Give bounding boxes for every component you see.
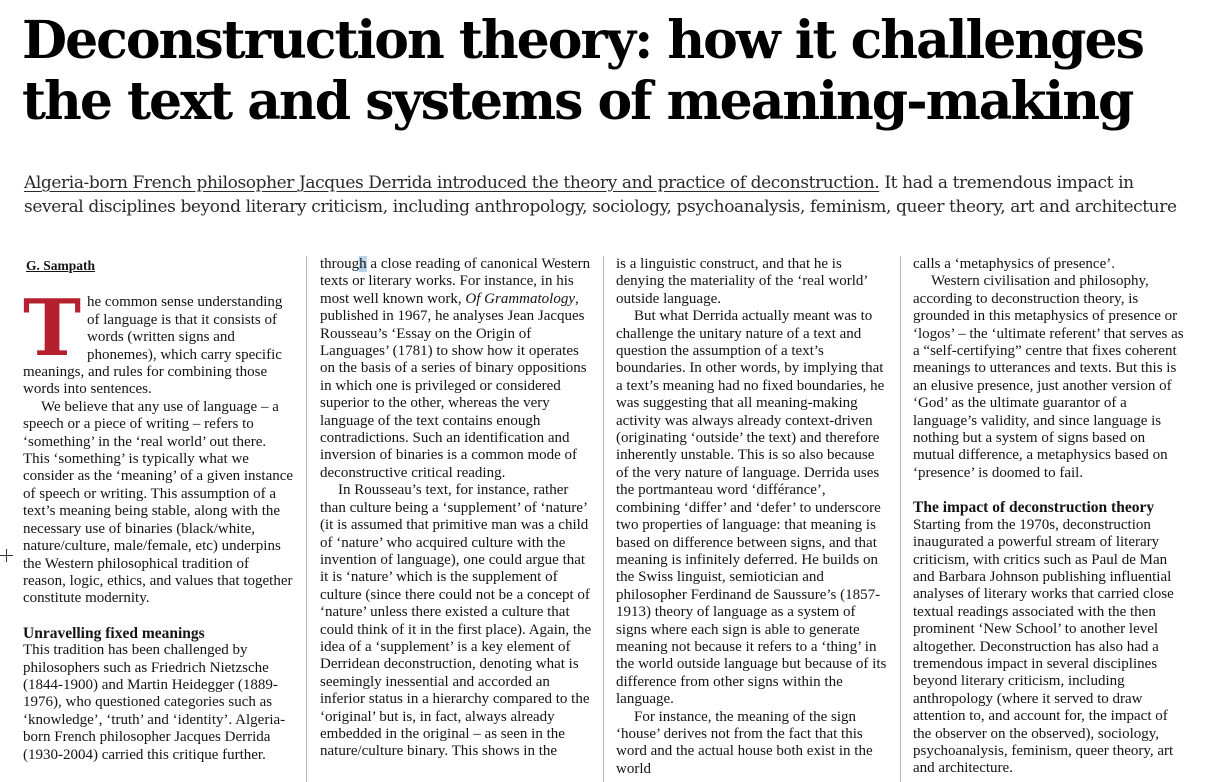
standfirst-link[interactable]: Algeria-born French philosopher Jacques Derrida introduced the theory and practice of deconstruction.	[24, 173, 880, 193]
drop-cap: T	[23, 283, 82, 375]
column-divider	[603, 256, 604, 782]
byline[interactable]: G. Sampath	[26, 258, 96, 273]
headline: Deconstruction theory: how it challenges the text and systems of meaning-making	[22, 10, 1143, 132]
subhead-impact: The impact of deconstruction theory	[913, 499, 1155, 517]
paragraph: Starting from the 1970s, deconstruction inaugurated a powerful stream of literary criticism, with critics such as Paul de Man and Barbara Johnson publishing influential analyses of literary works that carried close textual readings associated with the then prominent ‘New School’ to another level altogether. Deconstruction has also had a tremendous impact in several disciplines beyond literary criticism, including anthropology (where it served to draw attention to, and account for, the impact of the observer on the observed), sociology, psychoanalysis, feminism, queer theory, art and architecture.	[913, 516, 1174, 777]
paragraph: Western civilisation and philosophy, according to deconstruction theory, is grounded in this metaphysics of presence or ‘logos’ – the ‘ultimate referent’ that serves as a “self-certifying” centre that fixes coherent meanings to utterances and texts. But this is an elusive presence, just another version of ‘God’ as the ultimate guarantor of a language’s validity, and since language is nothing but a system of signs based on mutual difference, a metaphysics based on ‘presence’ is doomed to fail.	[913, 273, 1184, 481]
column-divider	[900, 256, 901, 782]
paragraph: calls a ‘metaphysics of presence’.	[913, 256, 1115, 272]
paragraph: For instance, the meaning of the sign ‘house’ derives not from the fact that this word and the actual house both exist in the world	[616, 708, 873, 777]
paragraph: In Rousseau’s text, for instance, rather than culture being a ‘supplement’ of ‘nature’ (it is assumed that primitive man was a child of ‘nature’ who acquired culture with the invention of language), one could argue that it is ‘nature’ which is the supplement of culture (since there could not be a concept of ‘nature’ unless there existed a culture that could think of it in the first place). Again, the idea of a ‘supplement’ is a key element of Derridean deconstruction, denoting what is seemingly inessential and accorded an inferior status in a hierarchy compared to the ‘original’ but is, in fact, always already embedded in the original – as seen in the nature/culture binary. This shows in the	[320, 482, 592, 760]
standfirst-text: It had a tremendous impact in several disciplines beyond literary criticism, including anthropology, sociology, psychoanalysis, feminism, queer theory, art and architecture	[24, 173, 1177, 217]
paragraph: We believe that any use of language – a speech or a piece of writing – refers to ‘something’ in the ‘real world’ out there. This ‘something’ is typically what we consider as the ‘meaning’ of a given instance of speech or writing. This assumption of a text’s meaning being stable, along with the necessary use of binaries (black/white, nature/culture, male/female, etc) underpins the Western philosophical tradition of reason, logic, ethics, and values that together constitute modernity.	[23, 398, 294, 607]
paragraph: But what Derrida actually meant was to challenge the unitary nature of a text and question the assumption of a text’s boundaries. In other words, by implying that a text’s meaning had no fixed boundaries, he was suggesting that all meaning-making activity was always already context-driven (originating ‘outside’ the text) and therefore inherently unstable. This is so also because of the very nature of language. Derrida uses the portmanteau word ‘différance’, combining ‘differ’ and ‘defer’ to underscore two properties of language: that meaning is based on difference between signs, and that meaning is infinitely deferred. He builds on the Swiss linguist, semiotician and philosopher Ferdinand de Saussure’s (1857-1913) theory of language as a system of signs where each sign is able to generate meaning not because it refers to a ‘thing’ in the world outside language but because of its difference from other signs within the language.	[616, 308, 887, 708]
article-column-2	[320, 256, 592, 782]
paragraph	[320, 256, 592, 482]
paragraph-text: a close reading of canonical Western texts or literary works. For instance, in his most well known work,	[320, 256, 591, 307]
column-divider	[306, 256, 307, 782]
crosshair-cursor-icon	[0, 549, 14, 563]
paragraph: This tradition has been challenged by philosophers such as Friedrich Nietzsche (1844-1900) and Martin Heidegger (1889-1976), who questioned categories such as ‘knowledge’, ‘truth’ and ‘identity’. Algeria-born French philosopher Jacques Derrida (1930-2004) carried this critique further.	[23, 642, 286, 763]
article-column-4	[913, 256, 1185, 782]
intro-paragraph	[23, 283, 295, 398]
article-column-1	[23, 256, 295, 782]
subhead-unravelling: Unravelling fixed meanings	[23, 624, 205, 642]
text-selection: h	[359, 256, 367, 272]
paragraph-text: throug	[320, 256, 360, 272]
paragraph: is a linguistic construct, and that he is denying the materiality of the ‘real world’ outside language.	[616, 256, 868, 307]
paragraph-text: he common sense understanding of language is that it consists of words (written signs and phonemes), which carry specific meanings, and rules for combining those words into sentences.	[23, 294, 283, 398]
paragraph-text: , published in 1967, he analyses Jean Jacques Rousseau’s ‘Essay on the Origin of Languages’ (1781) to show how it operates on the basis of a series of binary oppositions in which one is privileged or considered superior to the other, whereas the very language of the text contains enough contradictions. Such an identification and inversion of binaries is a common mode of deconstructive critical reading.	[320, 290, 587, 481]
standfirst	[24, 171, 1194, 219]
article-column-3	[616, 256, 888, 782]
book-title: Of Grammatology	[465, 290, 575, 307]
